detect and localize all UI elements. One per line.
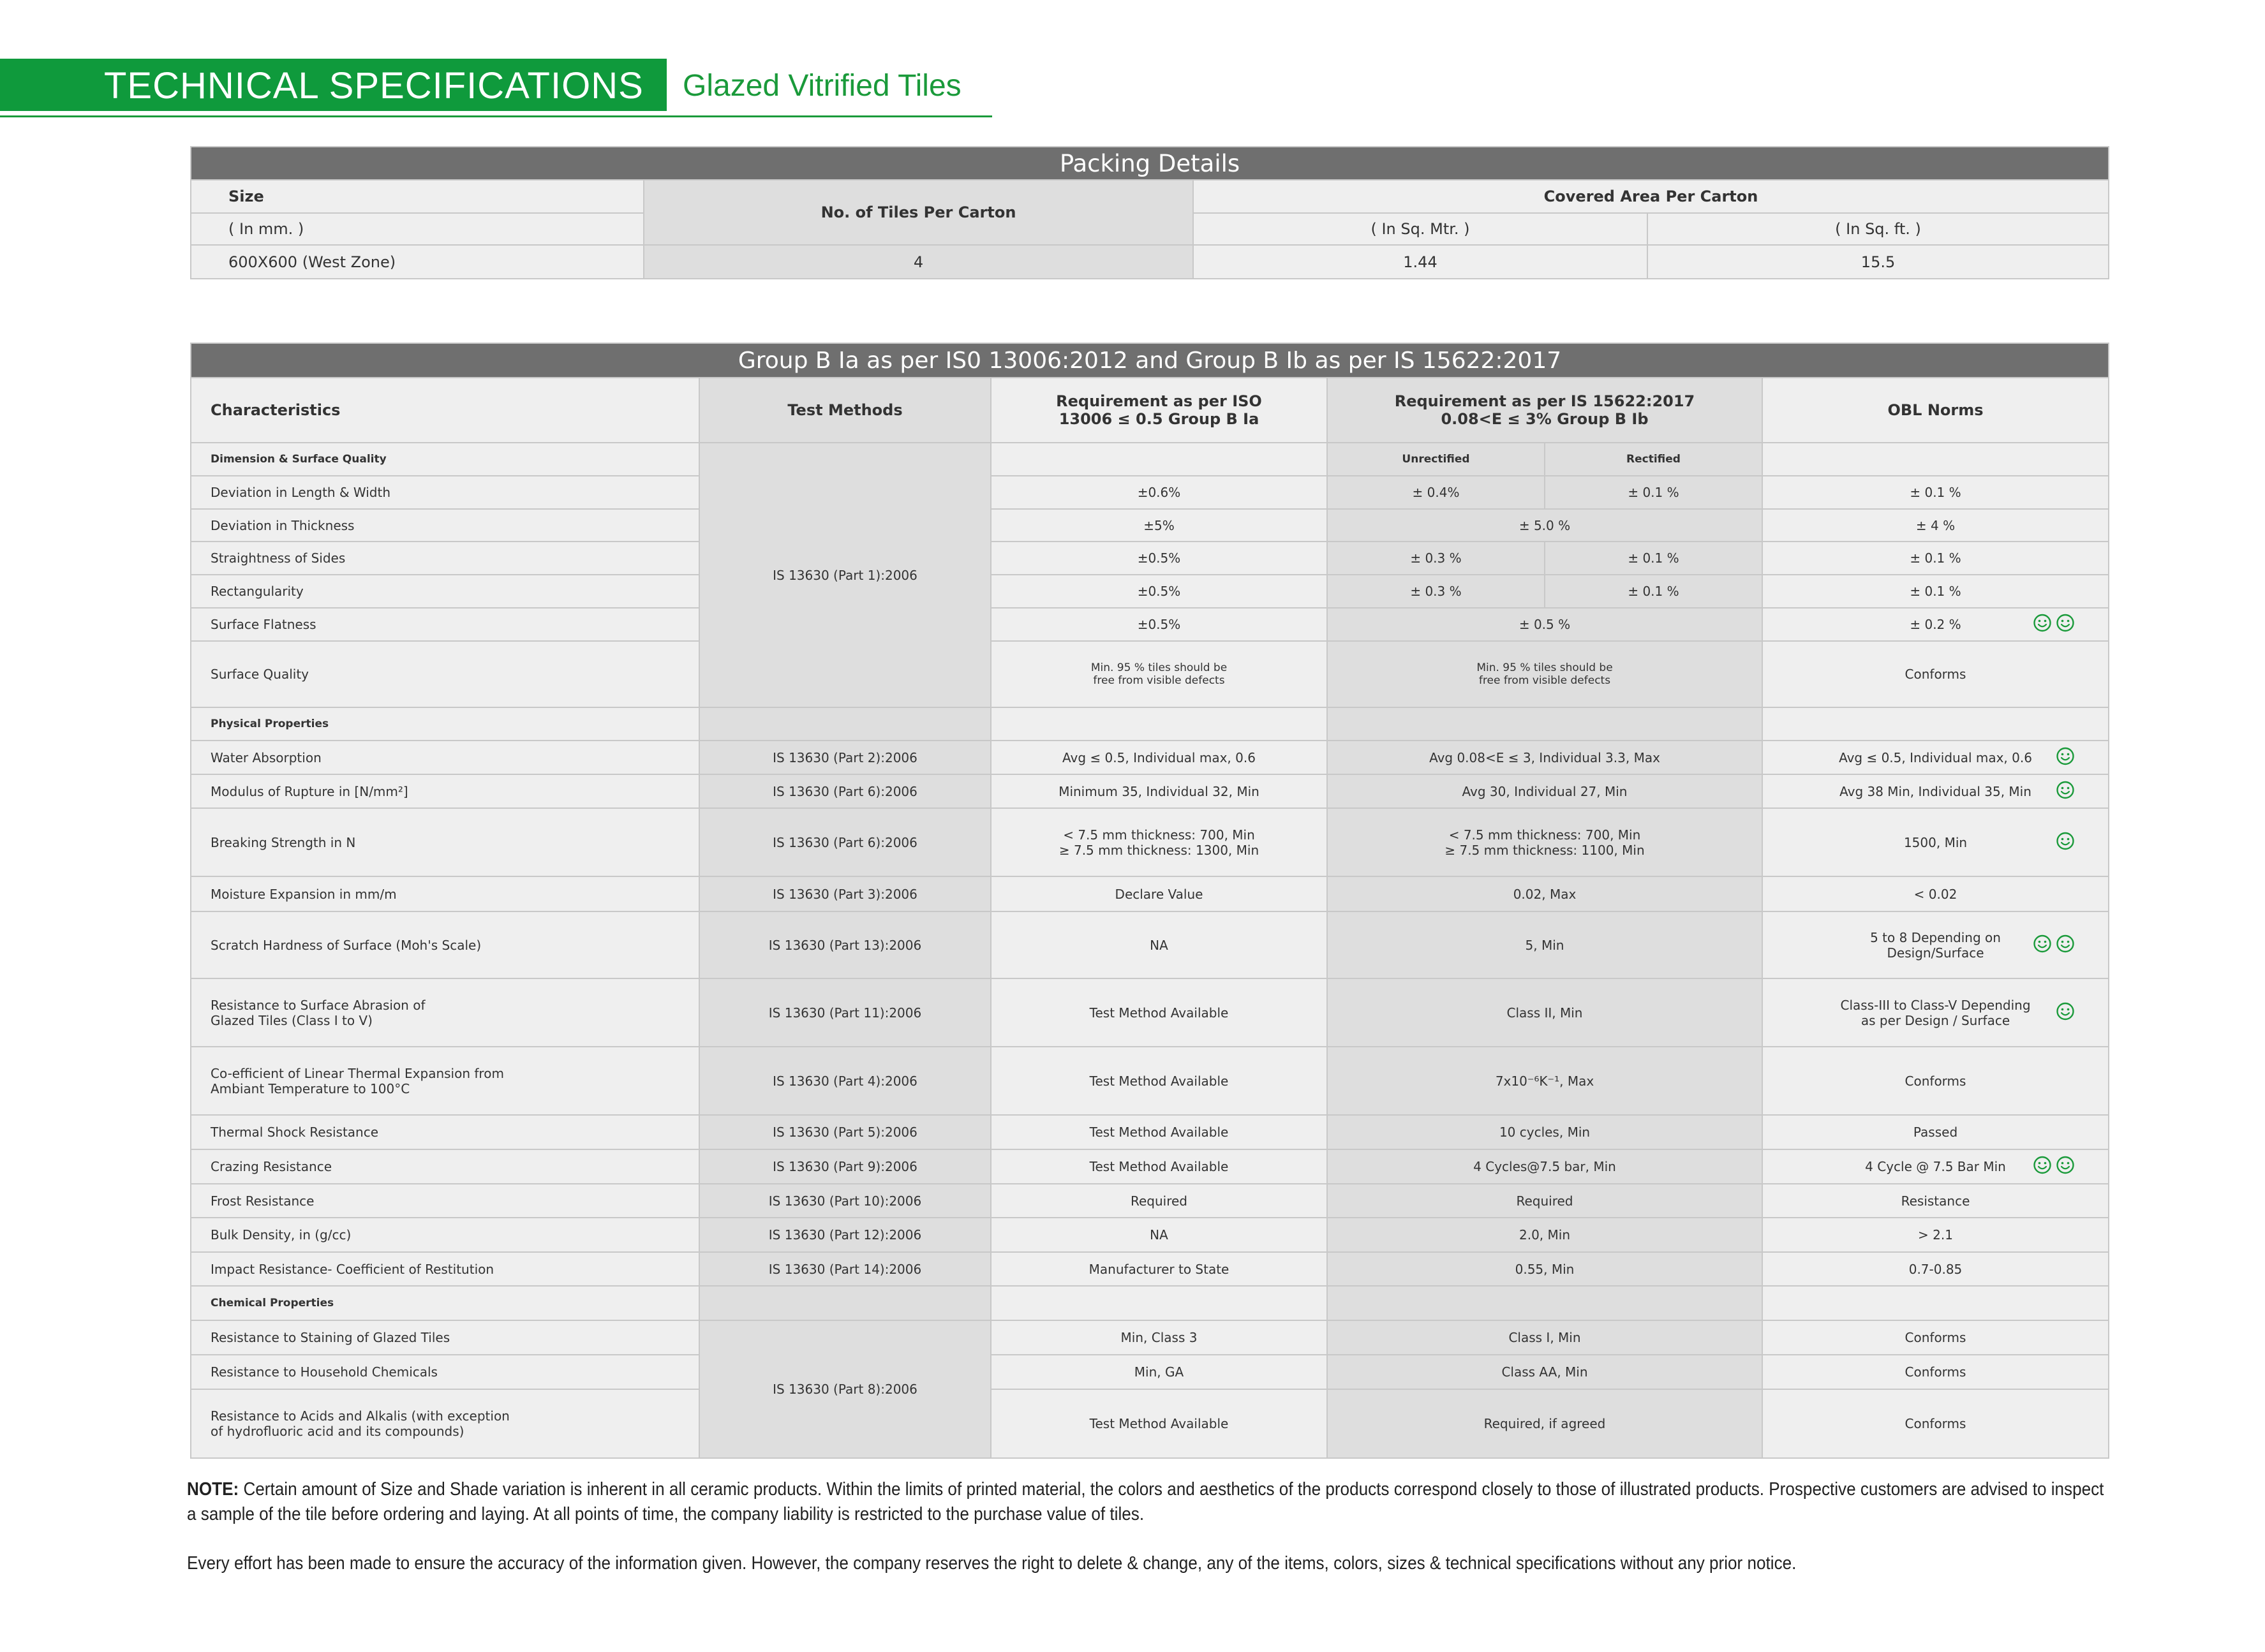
is-value: 4 Cycles@7.5 bar, Min [1327,1149,1762,1184]
disclaimer-note [187,1477,2104,1527]
row-name: Impact Resistance- Coefficient of Restitution [191,1252,699,1286]
iso-value: Minimum 35, Individual 32, Min [991,774,1327,808]
is-value [1327,641,1762,707]
is-value: ± 5.0 % [1327,509,1762,542]
iso-value: NA [991,911,1327,978]
smiley-icon [2033,614,2052,636]
is-head-line1: Requirement as per IS 15622:2017 [1394,392,1695,410]
table-row [191,476,2109,509]
smiley-icon [2056,614,2075,636]
is-value [1327,808,1762,876]
is-head-line2: 0.08<E ≤ 3% Group B Ib [1441,410,1649,428]
obl-cell [1762,808,2109,876]
rectified-value: ± 0.1 % [1545,476,1762,509]
iso-line1: < 7.5 mm thickness: 700, Min [1063,827,1255,843]
smiley-group [2033,1156,2075,1178]
page-title: TECHNICAL SPECIFICATIONS [104,65,644,107]
smiley-group [2056,780,2075,802]
note-text: Certain amount of Size and Shade variation is inherent in all ceramic products. Within the limits of printed material, the colors and aesthetics of the products correspond closely to those of illustrated products. Prospective customers are advised to inspect a sample of the tile before ordering and laying. At all points of time, the company liability is restricted to the purchase value of tiles. [187,1479,2104,1524]
chem-test-method: IS 13630 (Part 8):2006 [699,1320,991,1458]
obl-value: Conforms [1762,1389,2109,1458]
row-name: Thermal Shock Resistance [191,1115,699,1149]
obl-value: ± 4 % [1762,509,2109,542]
table-row [191,774,2109,808]
test-method: IS 13630 (Part 6):2006 [699,808,991,876]
page-subtitle: Glazed Vitrified Tiles [683,69,962,103]
iso-line2: ≥ 7.5 mm thickness: 1300, Min [1058,842,1259,858]
obl-value: Conforms [1762,1355,2109,1389]
col-head-iso [991,378,1327,443]
obl-cell [1762,774,2109,808]
row-name: Moisture Expansion in mm/m [191,876,699,911]
section-chemical: Chemical Properties [191,1286,699,1320]
table-row [191,575,2109,608]
is-value: ± 0.5 % [1327,608,1762,641]
table-row [191,1252,2109,1286]
name-line2: of hydrofluoric acid and its compounds) [211,1424,464,1439]
obl-cell [1762,978,2109,1047]
smiley-icon [2056,1156,2075,1178]
iso-head-line2: 13006 ≤ 0.5 Group B Ia [1058,410,1259,428]
iso-value: Avg ≤ 0.5, Individual max, 0.6 [991,741,1327,774]
smiley-group [2033,614,2075,636]
row-name [191,1389,699,1458]
name-line2: Glazed Tiles (Class I to V) [211,1012,373,1028]
obl-value: Passed [1762,1115,2109,1149]
table-row [191,1320,2109,1355]
is-value: 0.55, Min [1327,1252,1762,1286]
iso-value: ±0.5% [991,542,1327,575]
is-line2: free from visible defects [1478,674,1611,687]
is-value: Class I, Min [1327,1320,1762,1355]
table-row [191,1389,2109,1458]
obl-value: Resistance [1762,1184,2109,1218]
iso-value: ±0.6% [991,476,1327,509]
table-row [191,876,2109,911]
smiley-icon [2056,1001,2075,1024]
row-name [191,978,699,1047]
table-row [191,641,2109,707]
test-method: IS 13630 (Part 14):2006 [699,1252,991,1286]
is-line2: ≥ 7.5 mm thickness: 1100, Min [1444,842,1645,858]
rectified-value: ± 0.1 % [1545,542,1762,575]
test-method: IS 13630 (Part 3):2006 [699,876,991,911]
table-row [191,1218,2109,1252]
obl-value: < 0.02 [1762,876,2109,911]
iso-value: Required [991,1184,1327,1218]
row-name [191,1047,699,1115]
is-value: 5, Min [1327,911,1762,978]
row-name: Deviation in Length & Width [191,476,699,509]
row-name: Deviation in Thickness [191,509,699,542]
iso-value [991,808,1327,876]
is-value: Required, if agreed [1327,1389,1762,1458]
obl-line2: as per Design / Surface [1860,1012,2010,1028]
sub-head-unrectified: Unrectified [1327,443,1545,476]
row-name: Bulk Density, in (g/cc) [191,1218,699,1252]
smiley-group [2056,746,2075,769]
packing-sqm-value: 1.44 [1193,245,1647,279]
is-value: Class II, Min [1327,978,1762,1047]
obl-line1: 5 to 8 Depending on [1870,929,2001,945]
unrectified-value: ± 0.3 % [1327,575,1545,608]
row-name: Rectangularity [191,575,699,608]
is-value: 2.0, Min [1327,1218,1762,1252]
table-row [191,608,2109,641]
iso-value: Min, Class 3 [991,1320,1327,1355]
section-physical: Physical Properties [191,707,699,741]
obl-value: ± 0.1 % [1762,575,2109,608]
table-row [191,1047,2109,1115]
packing-title: Packing Details [191,147,2109,180]
iso-value: Test Method Available [991,1389,1327,1458]
obl-value: 0.7-0.85 [1762,1252,2109,1286]
is-value: Required [1327,1184,1762,1218]
iso-value [991,641,1327,707]
spec-title: Group B Ia as per IS0 13006:2012 and Group B Ib as per IS 15622:2017 [191,343,2109,378]
table-row [191,1149,2109,1184]
is-value: Class AA, Min [1327,1355,1762,1389]
table-row [191,911,2109,978]
is-value: Avg 0.08<E ≤ 3, Individual 3.3, Max [1327,741,1762,774]
covered-area-label: Covered Area Per Carton [1193,180,2109,213]
table-row [191,509,2109,542]
packing-tiles-value: 4 [644,245,1193,279]
smiley-icon [2056,831,2075,853]
section-dimension: Dimension & Surface Quality [191,443,699,476]
test-method: IS 13630 (Part 2):2006 [699,741,991,774]
test-method: IS 13630 (Part 5):2006 [699,1115,991,1149]
table-row [191,741,2109,774]
row-name: Scratch Hardness of Surface (Moh's Scale) [191,911,699,978]
col-head-test-methods: Test Methods [699,378,991,443]
unrectified-value: ± 0.4% [1327,476,1545,509]
iso-value: Min, GA [991,1355,1327,1389]
iso-value: ±5% [991,509,1327,542]
iso-value: Test Method Available [991,1047,1327,1115]
obl-line2: Design/Surface [1887,945,1984,961]
smiley-icon [2033,1156,2052,1178]
sqm-unit-label: ( In Sq. Mtr. ) [1193,213,1647,245]
sqft-unit-label: ( In Sq. ft. ) [1647,213,2109,245]
test-method: IS 13630 (Part 4):2006 [699,1047,991,1115]
row-name: Straightness of Sides [191,542,699,575]
table-row [191,542,2109,575]
smiley-group [2056,1001,2075,1024]
row-name: Crazing Resistance [191,1149,699,1184]
obl-value: ± 0.1 % [1762,542,2109,575]
iso-value: Test Method Available [991,1115,1327,1149]
size-unit-label: ( In mm. ) [191,213,644,245]
smiley-icon [2056,746,2075,769]
smiley-icon [2056,780,2075,802]
obl-value: Avg 38 Min, Individual 35, Min [1839,783,2031,799]
obl-value: 4 Cycle @ 7.5 Bar Min [1865,1159,2006,1174]
is-line1: Min. 95 % tiles should be [1476,661,1613,674]
test-method: IS 13630 (Part 6):2006 [699,774,991,808]
packing-sqft-value: 15.5 [1647,245,2109,279]
packing-details-table [190,146,2109,279]
iso-head-line1: Requirement as per ISO [1056,392,1262,410]
unrectified-value: ± 0.3 % [1327,542,1545,575]
row-name: Frost Resistance [191,1184,699,1218]
obl-value: 1500, Min [1903,834,1968,850]
name-line1: Co-efficient of Linear Thermal Expansion from [211,1065,504,1081]
table-row [191,978,2109,1047]
test-method: IS 13630 (Part 10):2006 [699,1184,991,1218]
obl-cell [1762,1149,2109,1184]
col-head-is [1327,378,1762,443]
smiley-icon [2056,934,2075,956]
iso-value: ±0.5% [991,608,1327,641]
iso-value: Manufacturer to State [991,1252,1327,1286]
row-name: Water Absorption [191,741,699,774]
table-row [191,1355,2109,1389]
name-line1: Resistance to Acids and Alkalis (with exception [211,1408,510,1424]
iso-value: ±0.5% [991,575,1327,608]
name-line1: Resistance to Surface Abrasion of [211,997,426,1013]
is-value: 10 cycles, Min [1327,1115,1762,1149]
name-line2: Ambiant Temperature to 100°C [211,1080,410,1096]
obl-value: Conforms [1762,641,2109,707]
obl-value: Avg ≤ 0.5, Individual max, 0.6 [1839,749,2032,765]
iso-value: Test Method Available [991,1149,1327,1184]
obl-cell [1762,911,2109,978]
smiley-icon [2033,934,2052,956]
obl-cell [1762,741,2109,774]
obl-line1: Class-III to Class-V Depending [1840,997,2031,1013]
note-label: NOTE: [187,1479,239,1500]
obl-value: Conforms [1762,1320,2109,1355]
obl-cell [1762,608,2109,641]
obl-value: ± 0.1 % [1762,476,2109,509]
obl-value: Conforms [1762,1047,2109,1115]
iso-value: Test Method Available [991,978,1327,1047]
obl-value: ± 0.2 % [1910,617,1961,632]
smiley-group [2056,831,2075,853]
row-name: Resistance to Household Chemicals [191,1355,699,1389]
dim-test-method: IS 13630 (Part 1):2006 [699,443,991,707]
table-row [191,1115,2109,1149]
iso-value: NA [991,1218,1327,1252]
iso-value: Declare Value [991,876,1327,911]
header-underline [0,115,992,117]
table-row [191,1184,2109,1218]
test-method: IS 13630 (Part 12):2006 [699,1218,991,1252]
is-value: Avg 30, Individual 27, Min [1327,774,1762,808]
obl-value: > 2.1 [1762,1218,2109,1252]
row-name: Breaking Strength in N [191,808,699,876]
is-line1: < 7.5 mm thickness: 700, Min [1448,827,1641,843]
is-value: 7x10⁻⁶K⁻¹, Max [1327,1047,1762,1115]
tiles-per-carton-label: No. of Tiles Per Carton [644,180,1193,245]
is-value: 0.02, Max [1327,876,1762,911]
iso-line2: free from visible defects [1093,674,1225,687]
row-name: Resistance to Staining of Glazed Tiles [191,1320,699,1355]
disclaimer-accuracy: Every effort has been made to ensure the accuracy of the information given. However, the company reserves the right to delete & change, any of the items, colors, sizes & technical specifications without any prior notice. [187,1553,1797,1574]
sub-head-rectified: Rectified [1545,443,1762,476]
col-head-characteristics: Characteristics [191,378,699,443]
packing-size-value: 600X600 (West Zone) [191,245,644,279]
smiley-group [2033,934,2075,956]
specification-table [190,343,2109,1459]
iso-line1: Min. 95 % tiles should be [1090,661,1228,674]
test-method: IS 13630 (Part 9):2006 [699,1149,991,1184]
test-method: IS 13630 (Part 13):2006 [699,911,991,978]
test-method: IS 13630 (Part 11):2006 [699,978,991,1047]
col-head-obl: OBL Norms [1762,378,2109,443]
row-name: Modulus of Rupture in [N/mm²] [191,774,699,808]
size-label: Size [191,180,644,213]
row-name: Surface Flatness [191,608,699,641]
rectified-value: ± 0.1 % [1545,575,1762,608]
table-row [191,808,2109,876]
row-name: Surface Quality [191,641,699,707]
